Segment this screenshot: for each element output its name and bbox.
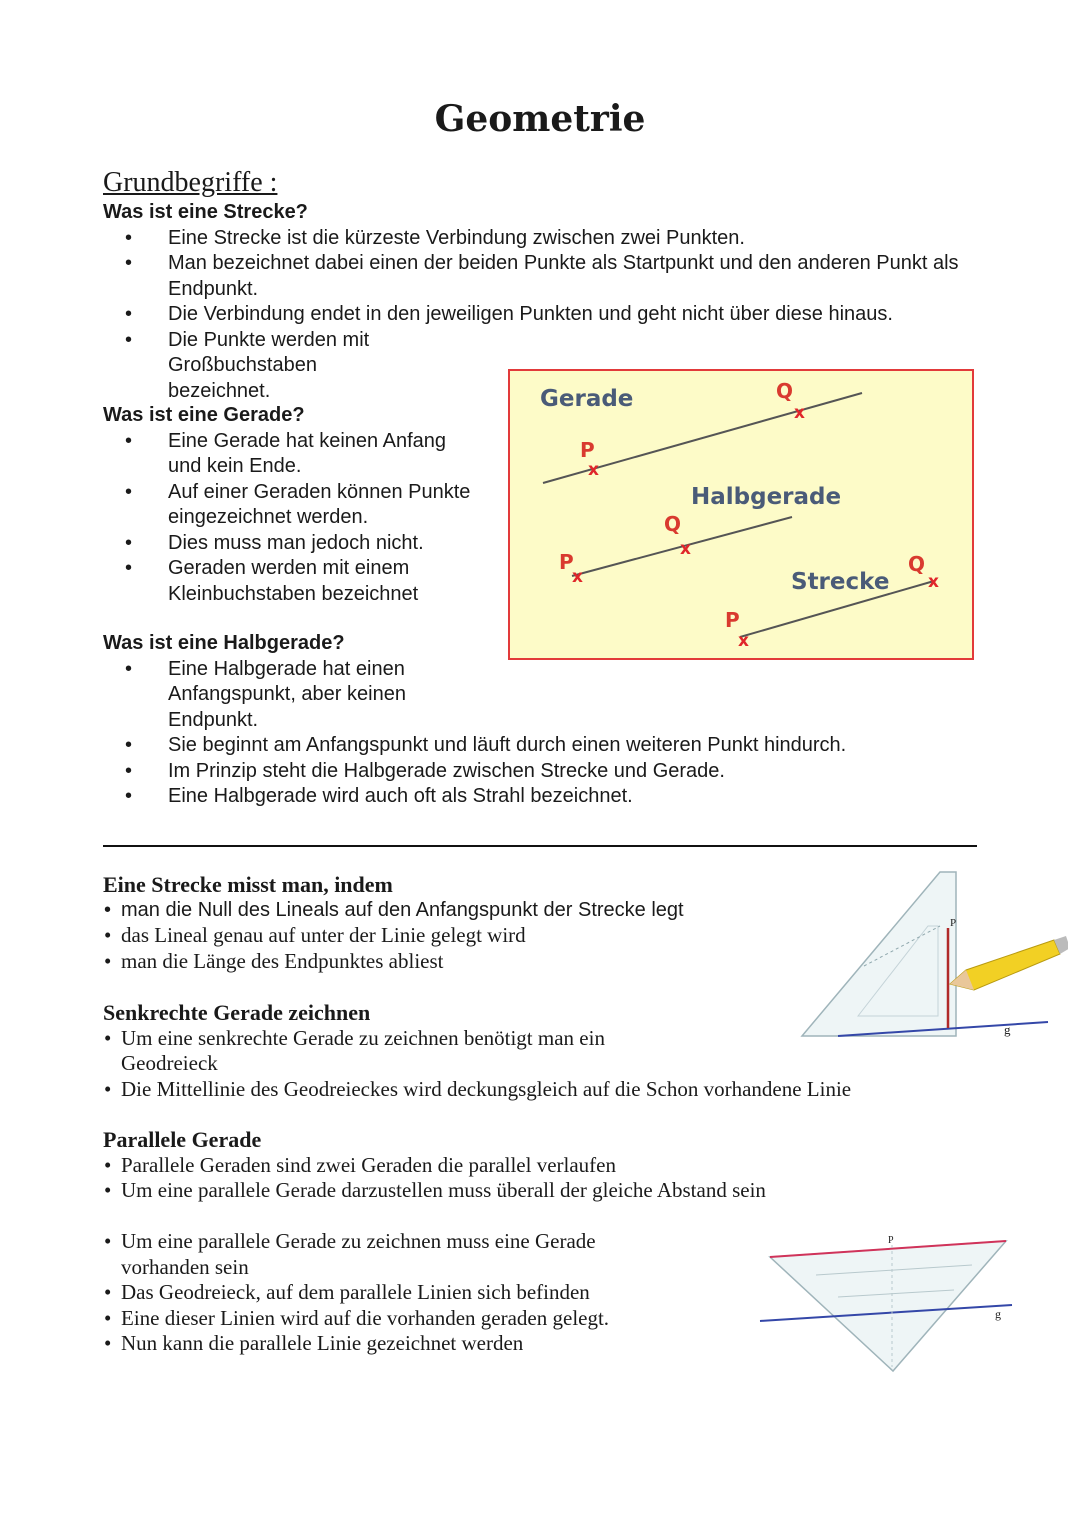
point-label-p: P	[725, 608, 740, 632]
section-parallele-gerade	[103, 1127, 983, 1204]
point-label-q: Q	[664, 512, 682, 536]
messen-bullet-list	[103, 898, 803, 975]
list-item: • Eine Halbgerade wird auch oft als Strahl bezeichnet.	[103, 784, 983, 810]
list-item: • Die Punkte werden mit Großbuchstaben bezeichnet.	[103, 328, 408, 405]
section-strecke-messen	[103, 872, 803, 974]
list-item: • man die Null des Lineals auf den Anfangspunkt der Strecke legt	[103, 898, 803, 924]
point-mark: x	[680, 539, 691, 559]
section-heading-grundbegriffe: Grundbegriffe :	[103, 167, 278, 198]
list-item: • Dies muss man jedoch nicht.	[103, 531, 483, 557]
question-halbgerade: Was ist eine Halbgerade?	[103, 632, 345, 654]
list-item: • Eine Gerade hat keinen Anfang und kein Ende.	[103, 429, 483, 480]
geodreieck-perpendicular-illustration	[798, 866, 1068, 1044]
list-item: • Eine Strecke ist die kürzeste Verbindung zwischen zwei Punkten.	[103, 226, 983, 252]
point-label-p: P	[559, 550, 574, 574]
list-item: • Um eine parallele Gerade zu zeichnen muss eine Gerade vorhanden sein	[103, 1229, 671, 1280]
point-label-q: Q	[908, 552, 926, 576]
list-item: • Man bezeichnet dabei einen der beiden Punkte als Startpunkt und den anderen Punkt als Endpunkt.	[103, 251, 983, 302]
list-item: • das Lineal genau auf unter der Linie gelegt wird	[103, 923, 803, 949]
label-halbgerade: Halbgerade	[691, 484, 842, 510]
label-gerade: Gerade	[540, 386, 634, 412]
gerade-bullet-list	[103, 429, 483, 608]
point-mark: x	[794, 403, 805, 423]
point-label-p: P	[888, 1235, 894, 1246]
list-item: • Parallele Geraden sind zwei Geraden die parallel verlaufen	[103, 1153, 983, 1179]
geodreieck-parallel-illustration	[758, 1235, 1020, 1375]
line-label-g: g	[995, 1307, 1001, 1321]
list-item: • Die Verbindung endet in den jeweiligen Punkten und geht nicht über diese hinaus.	[103, 302, 983, 328]
list-item: • Das Geodreieck, auf dem parallele Linien sich befinden	[103, 1280, 693, 1306]
section-gerade	[103, 403, 483, 607]
section-divider	[103, 845, 977, 847]
list-item: • Nun kann die parallele Linie gezeichnet werden	[103, 1331, 693, 1357]
halbgerade-bullet-list	[103, 657, 983, 810]
point-label-p: P	[580, 438, 595, 462]
list-item: • Um eine senkrechte Gerade zu zeichnen benötigt man ein Geodreieck	[103, 1026, 681, 1077]
parallel-bullet-list	[103, 1153, 983, 1204]
heading-senkrechte-gerade: Senkrechte Gerade zeichnen	[103, 1000, 371, 1025]
geodreieck-shape	[802, 872, 956, 1036]
pencil-icon	[950, 936, 1068, 990]
question-strecke: Was ist eine Strecke?	[103, 201, 308, 223]
heading-parallele-gerade: Parallele Gerade	[103, 1127, 262, 1152]
list-item: • Sie beginnt am Anfangspunkt und läuft durch einen weiteren Punkt hindurch.	[103, 733, 983, 759]
page-title: Geometrie	[434, 98, 646, 140]
label-strecke: Strecke	[791, 569, 890, 595]
figure-lines-diagram	[508, 369, 974, 660]
line-label-g: g	[1004, 1022, 1011, 1037]
list-item: • Geraden werden mit einem Kleinbuchstaben bezeichnet	[103, 556, 483, 607]
point-mark: x	[572, 567, 583, 587]
list-item: • Um eine parallele Gerade darzustellen muss überall der gleiche Abstand sein	[103, 1178, 983, 1204]
heading-strecke-messen: Eine Strecke misst man, indem	[103, 872, 393, 897]
list-item: • man die Länge des Endpunktes abliest	[103, 949, 803, 975]
point-mark: x	[928, 572, 939, 592]
point-label-p: P	[950, 917, 957, 929]
list-item: • Die Mittellinie des Geodreieckes wird deckungsgleich auf die Schon vorhandene Linie	[103, 1077, 983, 1103]
point-mark: x	[738, 631, 749, 651]
list-item: • Im Prinzip steht die Halbgerade zwischen Strecke und Gerade.	[103, 759, 983, 785]
section-parallele-zeichnen	[103, 1229, 693, 1357]
geodreieck-shape	[770, 1241, 1006, 1371]
list-item: • Eine dieser Linien wird auf die vorhanden geraden gelegt.	[103, 1306, 693, 1332]
list-item: • Auf einer Geraden können Punkte eingezeichnet werden.	[103, 480, 483, 531]
point-mark: x	[588, 460, 599, 480]
list-item: • Eine Halbgerade hat einen Anfangspunkt, aber keinen Endpunkt.	[103, 657, 443, 734]
question-gerade: Was ist eine Gerade?	[103, 404, 305, 426]
parallel-steps-list	[103, 1229, 693, 1357]
point-label-q: Q	[776, 379, 794, 403]
